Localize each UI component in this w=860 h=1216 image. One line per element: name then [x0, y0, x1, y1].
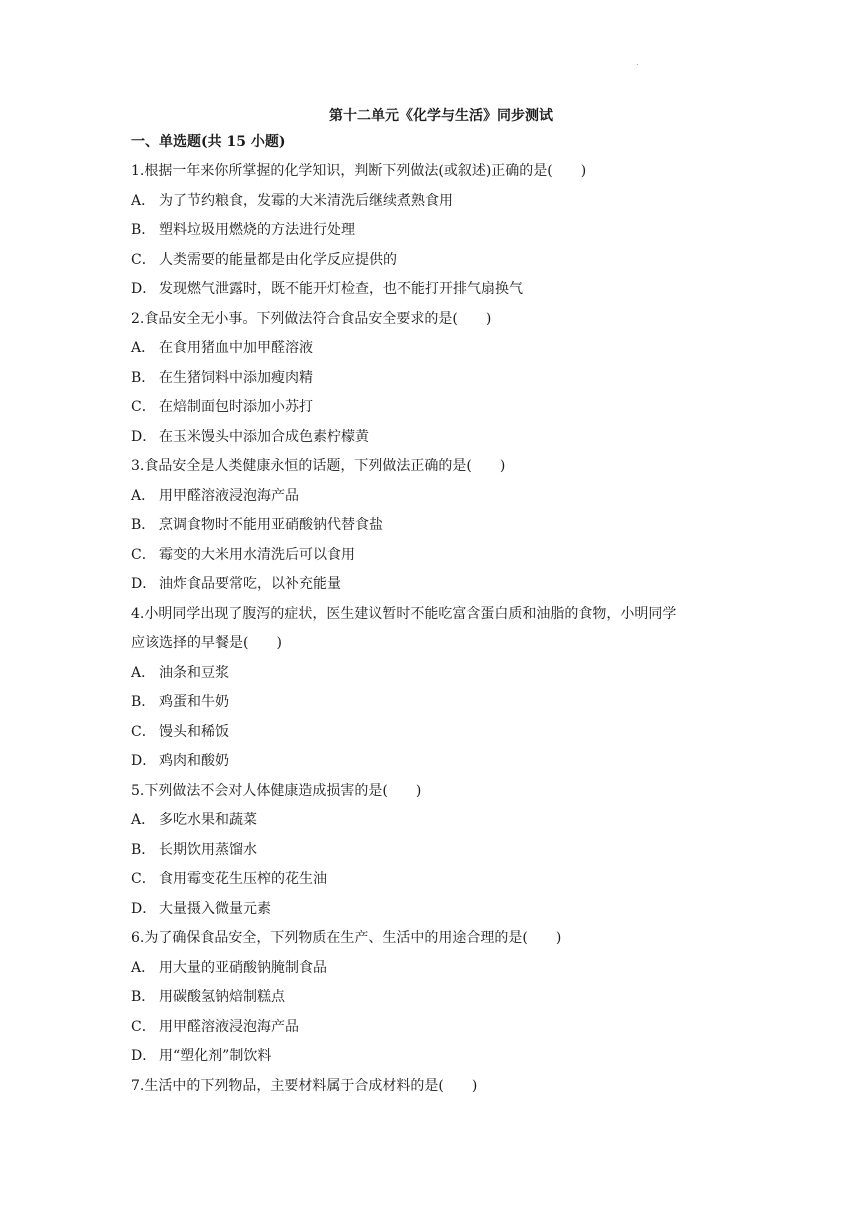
- answer-option: [131, 747, 751, 777]
- question-text: 应该选择的早餐是( ): [131, 635, 282, 651]
- answer-option: [131, 482, 751, 512]
- question-text: 1.根据一年来你所掌握的化学知识，判断下列做法(或叙述)正确的是( ): [131, 163, 587, 179]
- answer-option: [131, 216, 751, 246]
- option-text: 用甲醛溶液浸泡海产品: [159, 1018, 299, 1035]
- option-text: 为了节约粮食，发霉的大米清洗后继续煮熟食用: [159, 192, 453, 209]
- page-title: 第十二单元《化学与生活》同步测试: [329, 108, 553, 124]
- option-text: 在食用猪血中加甲醛溶液: [159, 340, 313, 356]
- option-text: 人类需要的能量都是由化学反应提供的: [159, 251, 397, 268]
- answer-option: [131, 983, 751, 1013]
- option-letter: D．: [131, 576, 157, 592]
- option-letter: C．: [131, 251, 156, 268]
- option-text: 用大量的亚硝酸钠腌制食品: [159, 959, 327, 976]
- option-text: 用碳酸氢钠焙制糕点: [159, 989, 285, 1005]
- answer-option: [131, 836, 751, 866]
- answer-option: [131, 570, 751, 600]
- option-text: 大量摄入微量元素: [159, 900, 271, 917]
- option-letter: A．: [131, 812, 156, 828]
- option-text: 油条和豆浆: [159, 664, 229, 681]
- option-letter: D．: [131, 753, 157, 769]
- answer-option: [131, 1042, 751, 1072]
- question-text: 4.小明同学出现了腹泻的症状，医生建议暂时不能吃富含蛋白质和油脂的食物，小明同学: [131, 605, 677, 622]
- option-text: 油炸食品要常吃，以补充能量: [159, 576, 341, 592]
- option-letter: B．: [131, 989, 156, 1005]
- answer-option: [131, 895, 751, 925]
- question-text: 6.为了确保食品安全，下列物质在生产、生活中的用途合理的是( ): [131, 930, 562, 946]
- option-letter: B．: [131, 222, 156, 238]
- option-text: 长期饮用蒸馏水: [159, 841, 257, 858]
- answer-option: [131, 954, 751, 984]
- answer-option: [131, 541, 751, 571]
- answer-option: [131, 511, 751, 541]
- option-letter: A．: [131, 192, 156, 209]
- question-text: 5.下列做法不会对人体健康造成损害的是( ): [131, 782, 422, 799]
- option-letter: A．: [131, 340, 156, 356]
- option-text: 多吃水果和蔬菜: [159, 812, 257, 828]
- option-letter: A．: [131, 664, 156, 681]
- option-letter: C．: [131, 723, 156, 740]
- answer-option: [131, 334, 751, 364]
- option-text: 馒头和稀饭: [159, 723, 229, 740]
- option-letter: D．: [131, 281, 157, 297]
- answer-option: [131, 423, 751, 453]
- option-text: 用甲醛溶液浸泡海产品: [159, 487, 299, 504]
- option-text: 烹调食物时不能用亚硝酸钠代替食盐: [159, 517, 383, 533]
- option-text: 发现燃气泄露时，既不能开灯检查，也不能打开排气扇换气: [159, 281, 523, 297]
- option-text: 霉变的大米用水清洗后可以食用: [159, 546, 355, 563]
- option-text: 食用霉变花生压榨的花生油: [159, 871, 327, 887]
- option-text: 鸡肉和酸奶: [159, 753, 229, 769]
- answer-option: [131, 187, 751, 217]
- answer-option: [131, 393, 751, 423]
- question-text: 2.食品安全无小事。下列做法符合食品安全要求的是( ): [131, 310, 492, 327]
- section-heading: 一、单选题(共 15 小题): [131, 134, 286, 150]
- option-letter: C．: [131, 399, 156, 415]
- option-letter: D．: [131, 900, 157, 917]
- answer-option: [131, 246, 751, 276]
- option-text: 在焙制面包时添加小苏打: [159, 399, 313, 415]
- header-dot: .: [636, 58, 639, 67]
- answer-option: [131, 659, 751, 689]
- option-letter: B．: [131, 694, 156, 710]
- option-text: 鸡蛋和牛奶: [159, 694, 229, 710]
- document-page: [131, 104, 751, 1101]
- answer-option: [131, 865, 751, 895]
- option-letter: C．: [131, 546, 156, 563]
- option-letter: B．: [131, 517, 156, 533]
- answer-option: [131, 1013, 751, 1043]
- option-letter: D．: [131, 1048, 157, 1064]
- option-text: 塑料垃圾用燃烧的方法进行处理: [159, 222, 355, 238]
- question-text: 3.食品安全是人类健康永恒的话题，下列做法正确的是( ): [131, 458, 506, 474]
- answer-option: [131, 688, 751, 718]
- option-letter: B．: [131, 841, 156, 858]
- answer-option: [131, 364, 751, 394]
- option-letter: A．: [131, 487, 156, 504]
- question-list: [131, 157, 751, 1101]
- option-letter: A．: [131, 959, 156, 976]
- answer-option: [131, 718, 751, 748]
- answer-option: [131, 275, 751, 305]
- option-letter: D．: [131, 428, 157, 445]
- option-letter: C．: [131, 871, 156, 887]
- option-letter: B．: [131, 369, 156, 386]
- option-text: 在生猪饲料中添加瘦肉精: [159, 369, 313, 386]
- option-letter: C．: [131, 1018, 156, 1035]
- question-text: 7.生活中的下列物品，主要材料属于合成材料的是( ): [131, 1077, 478, 1094]
- option-text: 用“塑化剂”制饮料: [159, 1048, 272, 1064]
- answer-option: [131, 806, 751, 836]
- option-text: 在玉米馒头中添加合成色素柠檬黄: [159, 428, 369, 445]
